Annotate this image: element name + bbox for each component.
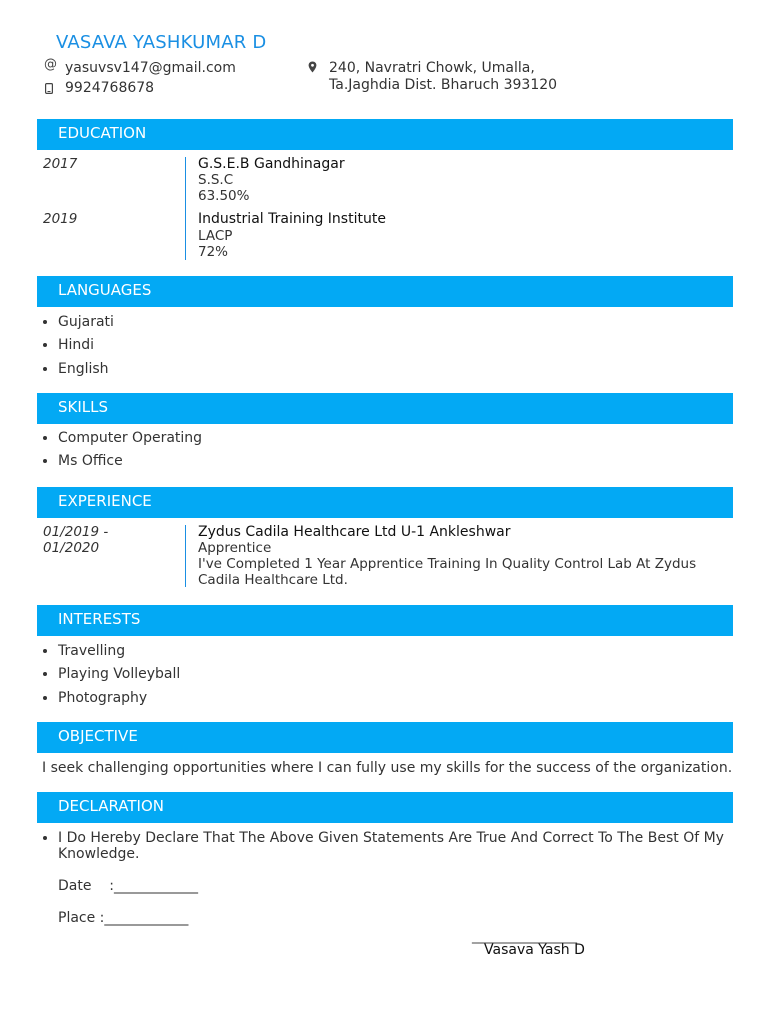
- email-icon: @: [44, 57, 57, 72]
- list-item: • Computer Operating: [58, 430, 202, 453]
- section-title: SKILLS: [58, 398, 109, 416]
- list-item: • Playing Volleyball: [58, 666, 180, 689]
- education-year: 2019: [43, 211, 78, 227]
- education-institute: G.S.E.B Gandhinagar: [198, 156, 345, 172]
- list-item: • Photography: [58, 690, 180, 713]
- section-title: OBJECTIVE: [58, 727, 138, 745]
- declaration-line-2: Knowledge.: [58, 846, 140, 862]
- place-field: Place :____________: [58, 910, 189, 926]
- timeline-divider: [185, 525, 186, 587]
- languages-list: [40, 314, 114, 384]
- list-item: [58, 830, 738, 862]
- section-title: EDUCATION: [58, 124, 147, 142]
- timeline-divider: [185, 157, 186, 260]
- email-text: yasuvsv147@gmail.com: [65, 60, 236, 76]
- section-header-experience: [37, 487, 733, 518]
- phone-text: 9924768678: [65, 80, 155, 96]
- experience-company: Zydus Cadila Healthcare Ltd U-1 Ankleshwar: [198, 524, 511, 540]
- section-header-interests: [37, 605, 733, 636]
- candidate-name: VASAVA YASHKUMAR D: [56, 32, 267, 53]
- education-score: 72%: [198, 244, 229, 260]
- section-header-skills: [37, 393, 733, 424]
- address-line-2: Ta.Jaghdia Dist. Bharuch 393120: [329, 77, 558, 93]
- experience-description-line-2: Cadila Healthcare Ltd.: [198, 572, 348, 588]
- education-year: 2017: [43, 156, 78, 172]
- section-header-languages: [37, 276, 733, 307]
- signature-line: _______________: [472, 928, 577, 944]
- section-header-objective: [37, 722, 733, 753]
- experience-role: Apprentice: [198, 540, 272, 556]
- experience-description-line-1: I've Completed 1 Year Apprentice Training In Quality Control Lab At Zydus: [198, 556, 697, 572]
- date-field: Date :____________: [58, 878, 198, 894]
- education-course: LACP: [198, 228, 233, 244]
- section-title: LANGUAGES: [58, 281, 152, 299]
- list-item: • Travelling: [58, 643, 180, 666]
- section-title: DECLARATION: [58, 797, 164, 815]
- list-item: • Ms Office: [58, 453, 202, 476]
- interests-list: [40, 643, 180, 713]
- education-institute: Industrial Training Institute: [198, 211, 386, 227]
- location-pin-icon: [308, 58, 317, 77]
- education-score: 63.50%: [198, 188, 250, 204]
- section-title: EXPERIENCE: [58, 492, 152, 510]
- list-item: • English: [58, 361, 114, 384]
- declaration-line-1: I Do Hereby Declare That The Above Given Statements Are True And Correct To The Best Of My: [58, 830, 724, 846]
- phone-icon: [45, 79, 53, 98]
- objective-text: I seek challenging opportunities where I can fully use my skills for the success of the organization.: [42, 760, 733, 776]
- experience-date-to: 01/2020: [43, 540, 100, 556]
- list-item: • Hindi: [58, 337, 114, 360]
- experience-date-from: 01/2019 -: [43, 524, 109, 540]
- declaration-list: [40, 830, 738, 862]
- education-course: S.S.C: [198, 172, 234, 188]
- skills-list: [40, 430, 202, 477]
- list-item: • Gujarati: [58, 314, 114, 337]
- section-header-declaration: [37, 792, 733, 823]
- address-line-1: 240, Navratri Chowk, Umalla,: [329, 60, 535, 76]
- section-title: INTERESTS: [58, 610, 141, 628]
- section-header-education: [37, 119, 733, 150]
- signature-name: Vasava Yash D: [484, 942, 585, 958]
